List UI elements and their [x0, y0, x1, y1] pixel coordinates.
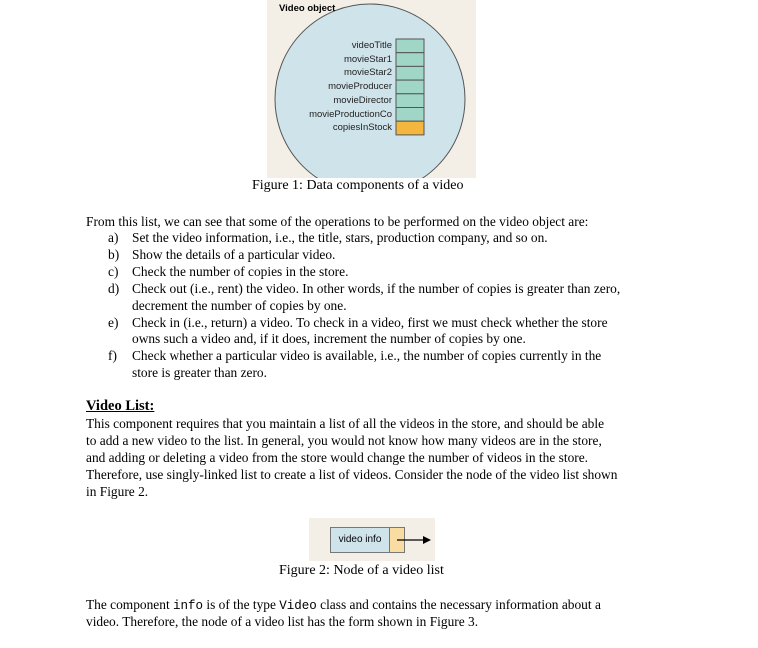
video-info-field: video info — [330, 527, 390, 553]
paragraph-line: to add a new video to the list. In general, you would not know how many videos are in the store, — [86, 432, 602, 448]
paragraph-line: and adding or deleting a video from the store would change the number of videos in the store. — [86, 449, 589, 465]
intro-text: From this list, we can see that some of the operations to be performed on the video object are: — [86, 214, 589, 229]
field-label: movieProductionCo — [309, 108, 392, 120]
figure-2-node-diagram — [309, 518, 435, 561]
figure-1-video-object-diagram — [267, 0, 476, 178]
figure-2-caption: Figure 2: Node of a video list — [279, 563, 444, 578]
paragraph-line: Therefore, use singly-linked list to create a list of videos. Consider the node of the video list shown — [86, 466, 618, 482]
field-label: movieDirector — [333, 94, 392, 106]
figure-1-caption: Figure 1: Data components of a video — [252, 178, 464, 193]
field-label: movieProducer — [328, 81, 392, 93]
field-box — [396, 53, 424, 67]
list-item-text: Show the details of a particular video. — [132, 246, 336, 262]
field-box — [396, 121, 424, 135]
list-item-text: Check whether a particular video is available, i.e., the number of copies currently in the — [132, 348, 602, 364]
video-list-heading: Video List: — [86, 398, 155, 414]
field-box — [396, 94, 424, 108]
code-video: Video — [279, 599, 317, 613]
list-marker: c) — [108, 263, 119, 279]
list-marker: b) — [108, 246, 120, 262]
list-item-text: Check in (i.e., return) a video. To check in a video, first we must check whether the store — [132, 314, 608, 330]
field-box — [396, 66, 424, 80]
field-label: copiesInStock — [332, 122, 392, 134]
field-label: videoTitle — [351, 40, 392, 51]
list-item-text: owns such a video and, if it does, increment the number of copies by one. — [132, 331, 526, 347]
section-heading — [86, 398, 154, 415]
list-item-text: store is greater than zero. — [132, 365, 267, 381]
paragraph-line: This component requires that you maintain a list of all the videos in the store, and should be able — [86, 416, 605, 431]
list-marker: f) — [108, 348, 117, 364]
code-info: info — [173, 599, 204, 613]
field-box — [396, 80, 424, 94]
field-box — [396, 108, 424, 122]
list-marker: e) — [108, 314, 119, 330]
list-item-text: Check the number of copies in the store. — [132, 263, 349, 279]
closing-line-1: The component info is of the type Video class and contains the necessary information about a — [86, 597, 601, 613]
paragraph-line: in Figure 2. — [86, 483, 149, 499]
closing-line-2: video. Therefore, the node of a video list has the form shown in Figure 3. — [86, 614, 479, 629]
field-label: movieStar1 — [343, 53, 392, 65]
list-item-text: Check out (i.e., rent) the video. In other words, if the number of copies is greater than zero, — [132, 280, 621, 296]
list-item-text: decrement the number of copies by one. — [132, 297, 347, 313]
field-box — [396, 39, 424, 53]
field-label: movieStar2 — [343, 67, 392, 79]
list-item-text: Set the video information, i.e., the title, stars, production company, and so on. — [132, 230, 548, 245]
list-marker: d) — [108, 280, 120, 296]
arrow-icon — [397, 534, 433, 546]
list-marker: a) — [108, 230, 119, 245]
figure-1-title: Video object — [279, 3, 336, 14]
